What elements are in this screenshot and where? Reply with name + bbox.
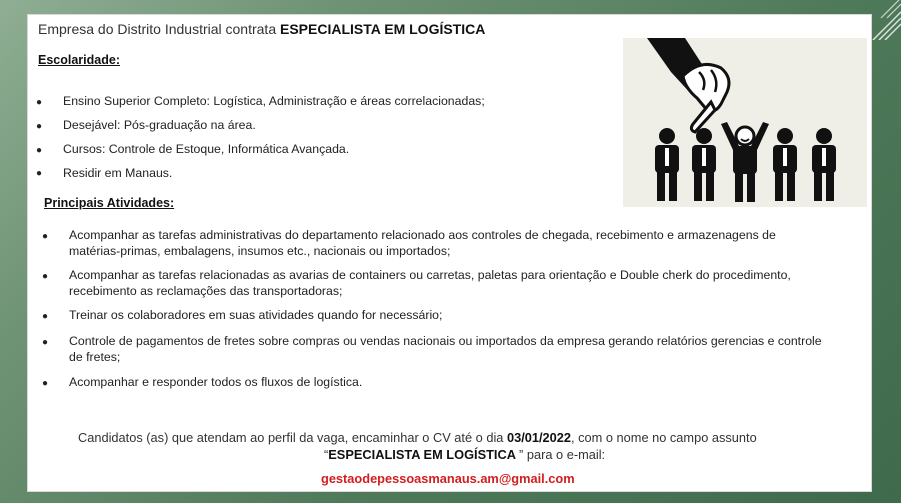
- email-subject-line: “ESPECIALISTA EM LOGÍSTICA ” para o e-mail:: [324, 447, 606, 462]
- atividades-title: Principais Atividades:: [44, 196, 175, 210]
- list-item: Controle de pagamentos de fretes sobre compras ou vendas nacionais ou importados da empresa gerando relatórios gerencias e controle de fretes;: [69, 334, 822, 364]
- escolaridade-title: Escolaridade:: [38, 53, 120, 67]
- list-item: Treinar os colaboradores em suas atividades quando for necessário;: [69, 308, 443, 322]
- bullet-icon: ●: [36, 168, 43, 179]
- bullet-icon: ●: [42, 337, 49, 348]
- pointing-hand-selecting-candidate-icon: [623, 38, 867, 207]
- application-instructions: Candidatos (as) que atendam ao perfil da vaga, encaminhar o CV até o dia 03/01/2022, com o nome no campo assunto: [78, 430, 757, 445]
- bullet-icon: ●: [42, 271, 49, 282]
- job-post-card: [27, 14, 872, 492]
- contact-email-link[interactable]: gestaodepessoasmanaus.am@gmail.com: [321, 471, 575, 486]
- list-item: Desejável: Pós-graduação na área.: [63, 118, 256, 132]
- deadline-date: 03/01/2022: [506, 430, 572, 445]
- list-item: Acompanhar e responder todos os fluxos de logística.: [69, 375, 363, 389]
- list-item: Cursos: Controle de Estoque, Informática Avançada.: [63, 142, 350, 156]
- email-subject: ESPECIALISTA EM LOGÍSTICA: [328, 447, 520, 462]
- bullet-icon: ●: [42, 231, 49, 242]
- bullet-icon: ●: [36, 145, 43, 156]
- headline: Empresa do Distrito Industrial contrata ESPECIALISTA EM LOGÍSTICA: [38, 21, 486, 37]
- list-item: Ensino Superior Completo: Logística, Administração e áreas correlacionadas;: [63, 94, 485, 108]
- list-item: Residir em Manaus.: [63, 166, 173, 180]
- illustration-image: [623, 38, 867, 207]
- bullet-icon: ●: [42, 378, 49, 389]
- job-role: ESPECIALISTA EM LOGÍSTICA: [280, 21, 486, 37]
- list-item: Acompanhar as tarefas relacionadas as avarias de containers ou carretas, paletas para orientação e Double cherk do procedimento, recebimento as reclamações das transportadoras;: [69, 268, 791, 298]
- bullet-icon: ●: [36, 121, 43, 132]
- bullet-icon: ●: [42, 311, 49, 322]
- list-item: Acompanhar as tarefas administrativas do departamento relacionado aos controles de chegada, recebimento e armazenagens de matérias-primas, embalagens, insumos etc., nacionais ou importados;: [69, 228, 776, 258]
- bullet-icon: ●: [36, 97, 43, 108]
